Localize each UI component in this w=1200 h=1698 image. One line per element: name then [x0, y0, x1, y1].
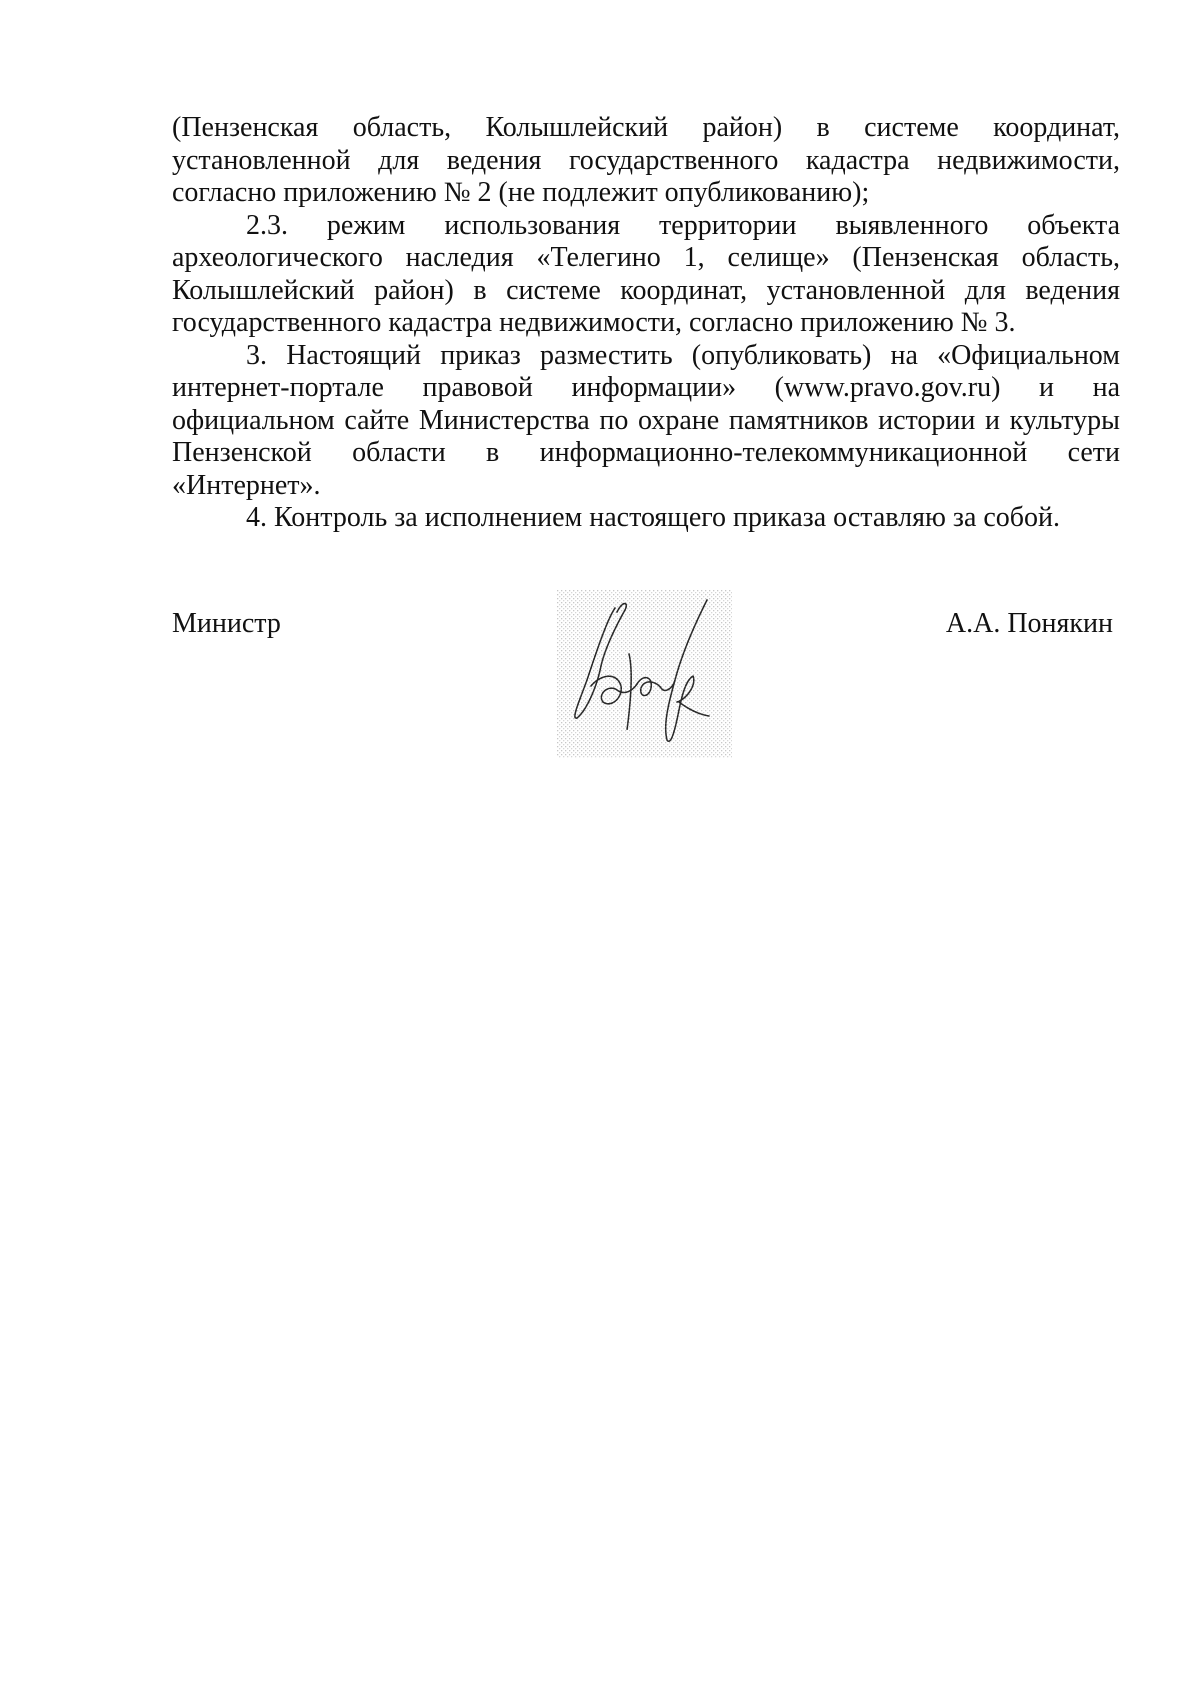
paragraph-3-publication: 3. Настоящий приказ разместить (опубликовать) на «Официальном интернет-портале правовой информации» (www.pravo.gov.ru) и на официальном сайте Министерства по охране памятников истории и культуры Пензенской области в информационно-телекоммуникационной сети «Интернет».	[172, 339, 1120, 501]
paragraph-2-3-territory-regime: 2.3. режим использования территории выявленного объекта археологического наследия «Телегино 1, селище» (Пензенская область, Колышлейский район) в системе координат, установленной для ведения государственного кадастра недвижимости, согласно приложению № 3.	[172, 209, 1120, 338]
document-body	[172, 112, 1120, 535]
signatory-name: А.А. Понякин	[945, 608, 1113, 639]
paragraph-coordinates-appendix-2: (Пензенская область, Колышлейский район) в системе координат, установленной для ведения государственного кадастра недвижимости, согласно приложению № 2 (не подлежит опубликованию);	[172, 112, 1120, 208]
handwritten-signature-icon	[557, 590, 732, 758]
signature-block	[172, 590, 1120, 760]
paragraph-4-control: 4. Контроль за исполнением настоящего приказа оставляю за собой.	[246, 502, 1061, 533]
signatory-position: Министр	[172, 608, 281, 639]
